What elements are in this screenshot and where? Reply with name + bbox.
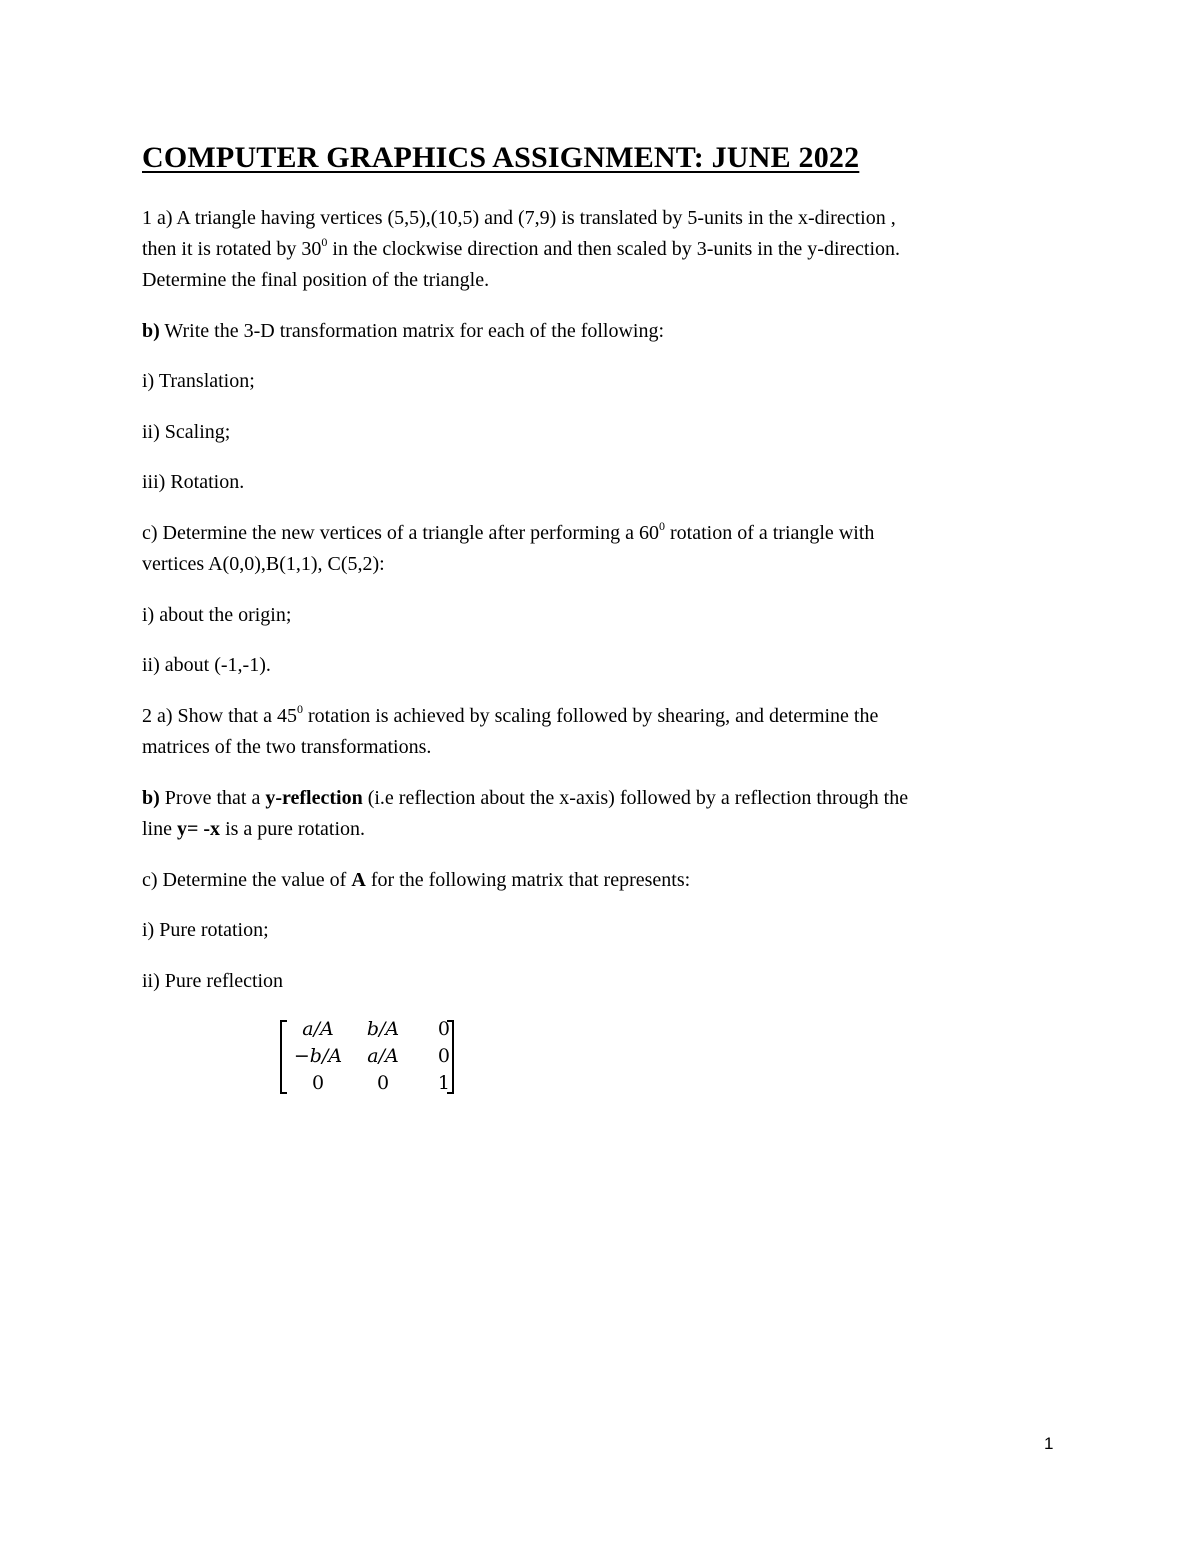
question-2b-line-2	[142, 814, 365, 845]
matrix-cell: b/A	[366, 1018, 400, 1040]
matrix-cell: 1	[437, 1072, 450, 1094]
q2b-text-a: Prove that a	[159, 787, 266, 809]
q2c-text-b: for the following matrix that represents:	[365, 869, 691, 891]
transformation-matrix	[280, 1016, 458, 1098]
q1b-item: i) Translation;	[142, 370, 255, 392]
q1a-text-a: then it is rotated by 30	[142, 238, 322, 260]
matrix-cell: 0	[437, 1018, 450, 1040]
q1b-label: b)	[142, 320, 160, 342]
matrix-cell: a/A	[367, 1045, 399, 1067]
q2c-text-a: c) Determine the value of	[142, 869, 352, 891]
q1c-item: ii) about (-1,-1).	[142, 654, 271, 676]
q1b-text: Write the 3-D transformation matrix for each of the following:	[159, 320, 665, 342]
question-2a-line-1	[142, 701, 878, 732]
degree-superscript: 0	[658, 519, 665, 533]
question-1a-line-3: Determine the final position of the triangle.	[142, 269, 490, 291]
matrix-left-bracket	[280, 1020, 287, 1094]
matrix-cell: 0	[311, 1072, 325, 1094]
matrix-row	[290, 1072, 450, 1098]
matrix-cell: 0	[376, 1072, 390, 1094]
question-1a-line-1: 1 a) A triangle having vertices (5,5),(10,5) and (7,9) is translated by 5-units in the x-direction ,	[142, 207, 896, 229]
q1a-text-b: in the clockwise direction and then scaled by 3-units in the y-direction.	[327, 238, 901, 260]
q2b-text-b: (i.e reflection about the x-axis) followed by a reflection through the	[362, 787, 909, 809]
question-1c-line-1	[142, 518, 874, 549]
matrix-row	[290, 1045, 450, 1071]
question-1c-line-2: vertices A(0,0),B(1,1), C(5,2):	[142, 553, 385, 575]
q2b-text-c: line	[142, 818, 177, 840]
question-2a-line-2: matrices of the two transformations.	[142, 736, 432, 758]
question-2c	[142, 865, 690, 896]
q1c-text-b: rotation of a triangle with	[664, 522, 875, 544]
q2a-text-b: rotation is achieved by scaling followed by shearing, and determine the	[302, 705, 879, 727]
q2b-label: b)	[142, 787, 160, 809]
matrix-cell: a/A	[302, 1018, 334, 1040]
matrix-cell: −b/A	[293, 1045, 343, 1067]
matrix-row	[290, 1018, 450, 1044]
q1b-item: iii) Rotation.	[142, 471, 245, 493]
q2a-text-a: 2 a) Show that a 45	[142, 705, 297, 727]
question-1a-line-2	[142, 234, 900, 265]
q1c-item: i) about the origin;	[142, 604, 292, 626]
q2b-bold-equation: y= -x	[177, 818, 221, 840]
question-1b	[142, 316, 664, 347]
degree-superscript: 0	[296, 702, 303, 716]
q2b-text-d: is a pure rotation.	[220, 818, 366, 840]
q2b-bold-term: y-reflection	[265, 787, 363, 809]
degree-superscript: 0	[321, 235, 328, 249]
question-2b-line-1	[142, 783, 908, 814]
matrix-cell: 0	[437, 1045, 450, 1067]
page-number: 1	[1044, 1434, 1054, 1453]
q2c-item: i) Pure rotation;	[142, 919, 269, 941]
page-title: COMPUTER GRAPHICS ASSIGNMENT: JUNE 2022	[142, 141, 860, 174]
q1c-text-a: c) Determine the new vertices of a triangle after performing a 60	[142, 522, 659, 544]
q2c-item: ii) Pure reflection	[142, 970, 284, 992]
q2c-bold-variable: A	[351, 869, 366, 891]
q1b-item: ii) Scaling;	[142, 421, 231, 443]
